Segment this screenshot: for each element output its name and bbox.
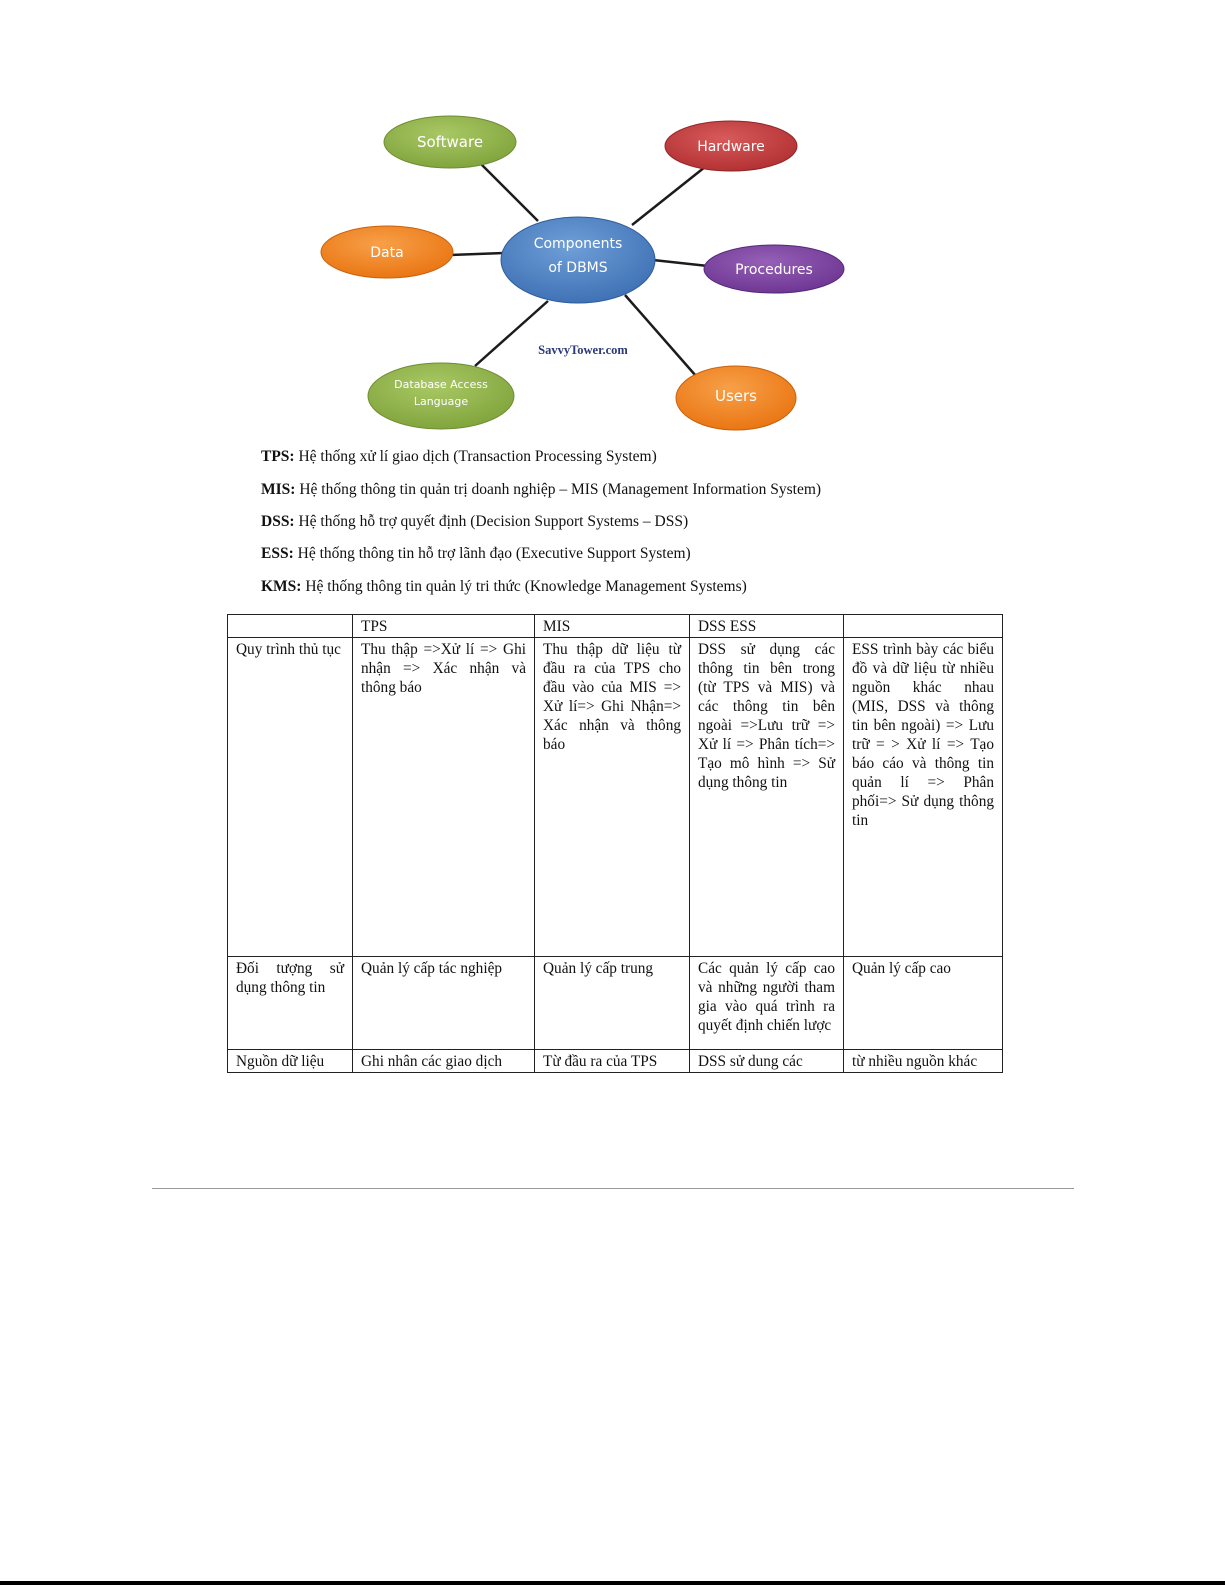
table-cell: Quản lý cấp cao bbox=[844, 957, 1003, 1050]
connector-dal bbox=[475, 301, 548, 366]
definition-text: Hệ thống thông tin quản lý tri thức (Knowledge Management Systems) bbox=[301, 578, 747, 595]
row-label-cell bbox=[228, 1050, 353, 1073]
definition-text: Hệ thống thông tin hỗ trợ lãnh đạo (Executive Support System) bbox=[293, 545, 691, 562]
definition-abbr: KMS: bbox=[261, 578, 302, 595]
cell-text: từ nhiều nguồn khác bbox=[852, 1053, 978, 1070]
table-cell: DSS sử dụng các thông tin bên trong (từ TPS và MIS) và các thông tin bên ngoài =>Lưu trữ => Xử lí => Phân tích=> Tạo mô hình => Sử dụng thông tin bbox=[690, 638, 844, 957]
node-software bbox=[384, 116, 516, 168]
page-separator-rule bbox=[152, 1188, 1074, 1189]
header-cell: DSS ESS bbox=[690, 615, 844, 638]
node-data bbox=[321, 226, 453, 278]
header-cell bbox=[228, 615, 353, 638]
header-cell: MIS bbox=[535, 615, 690, 638]
definition-ess bbox=[261, 545, 691, 563]
definition-abbr: ESS: bbox=[261, 545, 294, 562]
connector-procedures bbox=[653, 260, 708, 266]
center-label-line1: Components bbox=[533, 236, 623, 252]
header-cell bbox=[844, 615, 1003, 638]
connector-hardware bbox=[632, 163, 710, 225]
row-label-cell: Đối tượng sử dụng thông tin bbox=[228, 957, 353, 1050]
table-cell: Thu thập =>Xử lí => Ghi nhận => Xác nhận và thông báo bbox=[353, 638, 535, 957]
table-cell: Thu thập dữ liệu từ đầu ra của TPS cho đầu vào của MIS => Xử lí=> Ghi Nhận=> Xác nhận và thông báo bbox=[535, 638, 690, 957]
node-procedures bbox=[704, 245, 844, 293]
definition-tps bbox=[261, 448, 657, 466]
definition-dss bbox=[261, 513, 688, 531]
cell-text: Ghi nhân các giao dịch bbox=[361, 1053, 503, 1070]
cell-text: Từ đầu ra của TPS bbox=[543, 1053, 658, 1070]
dal-label-line2: Language bbox=[413, 395, 469, 408]
node-users bbox=[676, 366, 796, 430]
table-cell bbox=[535, 1050, 690, 1073]
users-label: Users bbox=[714, 387, 758, 405]
comparison-table bbox=[227, 614, 1003, 1073]
procedures-label: Procedures bbox=[735, 262, 813, 278]
definition-kms bbox=[261, 578, 747, 596]
table-cell: Quản lý cấp tác nghiệp bbox=[353, 957, 535, 1050]
connector-software bbox=[480, 163, 538, 221]
table-row bbox=[228, 638, 1003, 957]
table-row bbox=[228, 1050, 1003, 1073]
header-cell: TPS bbox=[353, 615, 535, 638]
cell-text: Nguồn dữ liệu bbox=[236, 1053, 325, 1070]
software-label: Software bbox=[416, 133, 484, 151]
definition-text: Hệ thống thông tin quản trị doanh nghiệp – MIS (Management Information System) bbox=[295, 481, 822, 498]
table-cell bbox=[690, 1050, 844, 1073]
connector-data bbox=[450, 253, 504, 255]
diagram-credit: SavvyTower.com bbox=[538, 343, 628, 357]
table-cell: ESS trình bày các biểu đồ và dữ liệu từ nhiều nguồn khác nhau (MIS, DSS và thông tin bên ngoài) => Lưu trữ = > Xử lí => Tạo báo cáo và thông tin quản lí => Phân phối=> Sử dụng thông tin bbox=[844, 638, 1003, 957]
node-center-components bbox=[501, 217, 655, 303]
dbms-components-diagram bbox=[310, 108, 855, 443]
table-header-row bbox=[228, 615, 1003, 638]
table-cell bbox=[844, 1050, 1003, 1073]
dal-label-line1: Database Access bbox=[394, 378, 488, 391]
cell-text: DSS sử dung các bbox=[698, 1053, 803, 1070]
definition-mis bbox=[261, 481, 821, 499]
definition-text: Hệ thống hỗ trợ quyết định (Decision Support Systems – DSS) bbox=[294, 513, 689, 530]
node-hardware bbox=[665, 121, 797, 171]
definition-abbr: DSS: bbox=[261, 513, 295, 530]
hardware-label: Hardware bbox=[697, 139, 765, 155]
table-cell bbox=[353, 1050, 535, 1073]
definition-abbr: MIS: bbox=[261, 481, 296, 498]
connector-users bbox=[625, 295, 696, 376]
page-bottom-edge bbox=[0, 1581, 1225, 1585]
node-database-access-language bbox=[368, 363, 514, 429]
center-label-line2: of DBMS bbox=[548, 260, 608, 276]
data-label: Data bbox=[370, 245, 404, 261]
table-row bbox=[228, 957, 1003, 1050]
table-cell: Quản lý cấp trung bbox=[535, 957, 690, 1050]
table-cell: Các quản lý cấp cao và những người tham gia vào quá trình ra quyết định chiến lược bbox=[690, 957, 844, 1050]
definition-abbr: TPS: bbox=[261, 448, 295, 465]
row-label-cell: Quy trình thủ tục bbox=[228, 638, 353, 957]
definition-text: Hệ thống xử lí giao dịch (Transaction Processing System) bbox=[294, 448, 657, 465]
